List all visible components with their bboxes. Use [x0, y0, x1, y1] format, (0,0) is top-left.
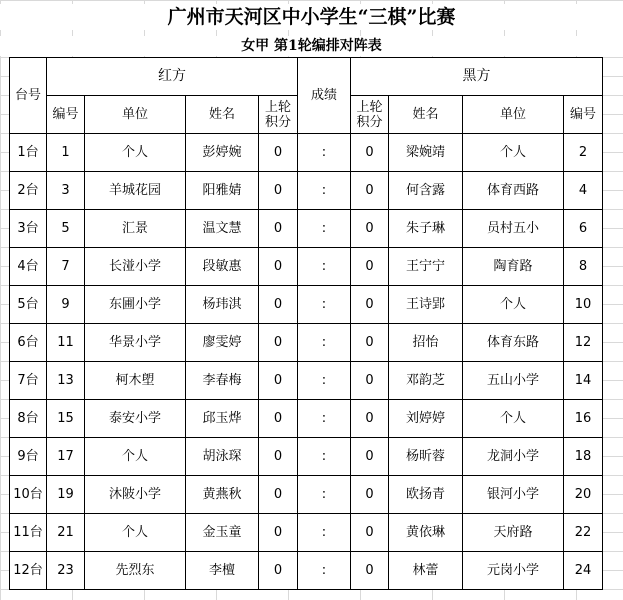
red-name-cell: 彭婷婉	[186, 134, 259, 172]
black-unit-cell: 员村五小	[463, 210, 564, 248]
red-score-cell: 0	[259, 514, 298, 552]
black-number-cell: 8	[564, 248, 603, 286]
page-subtitle: 女甲 第1轮编排对阵表	[0, 36, 623, 56]
black-score-cell: 0	[351, 400, 389, 438]
result-cell: :	[298, 552, 351, 590]
black-number-cell: 20	[564, 476, 603, 514]
black-number-cell: 12	[564, 324, 603, 362]
black-number-cell: 4	[564, 172, 603, 210]
black-score-cell: 0	[351, 438, 389, 476]
red-name-cell: 邱玉烨	[186, 400, 259, 438]
board-cell: 7台	[10, 362, 47, 400]
black-number-header: 编号	[564, 96, 603, 134]
black-name-cell: 梁婉靖	[389, 134, 463, 172]
red-number-cell: 5	[47, 210, 85, 248]
black-unit-cell: 五山小学	[463, 362, 564, 400]
result-header: 成绩	[298, 58, 351, 134]
black-name-cell: 刘婷婷	[389, 400, 463, 438]
red-unit-cell: 汇景	[85, 210, 186, 248]
black-score-cell: 0	[351, 172, 389, 210]
red-score-cell: 0	[259, 438, 298, 476]
red-unit-cell: 沐陂小学	[85, 476, 186, 514]
table-row	[10, 400, 603, 438]
table-row	[10, 514, 603, 552]
result-cell: :	[298, 438, 351, 476]
table-row	[10, 324, 603, 362]
black-score-cell: 0	[351, 134, 389, 172]
red-score-cell: 0	[259, 134, 298, 172]
table-row	[10, 552, 603, 590]
pairing-table	[9, 57, 603, 590]
black-score-cell: 0	[351, 476, 389, 514]
table-row	[10, 476, 603, 514]
red-name-cell: 段敏惠	[186, 248, 259, 286]
black-unit-header: 单位	[463, 96, 564, 134]
black-name-cell: 邓韵芝	[389, 362, 463, 400]
red-unit-cell: 个人	[85, 438, 186, 476]
red-number-cell: 1	[47, 134, 85, 172]
red-score-cell: 0	[259, 324, 298, 362]
board-cell: 5台	[10, 286, 47, 324]
black-name-cell: 欧扬青	[389, 476, 463, 514]
black-unit-cell: 银河小学	[463, 476, 564, 514]
header-row-top	[10, 58, 603, 96]
black-side-header: 黑方	[351, 58, 603, 96]
red-score-cell: 0	[259, 248, 298, 286]
black-number-cell: 22	[564, 514, 603, 552]
red-unit-cell: 柯木塱	[85, 362, 186, 400]
result-cell: :	[298, 476, 351, 514]
red-name-cell: 金玉童	[186, 514, 259, 552]
table-row	[10, 210, 603, 248]
red-number-cell: 11	[47, 324, 85, 362]
black-unit-cell: 体育西路	[463, 172, 564, 210]
table-row	[10, 134, 603, 172]
board-cell: 2台	[10, 172, 47, 210]
black-number-cell: 14	[564, 362, 603, 400]
result-cell: :	[298, 248, 351, 286]
black-name-cell: 朱子琳	[389, 210, 463, 248]
board-cell: 3台	[10, 210, 47, 248]
table-row	[10, 286, 603, 324]
black-score-cell: 0	[351, 324, 389, 362]
red-number-cell: 17	[47, 438, 85, 476]
board-cell: 8台	[10, 400, 47, 438]
red-score-cell: 0	[259, 362, 298, 400]
result-cell: :	[298, 286, 351, 324]
board-cell: 1台	[10, 134, 47, 172]
red-score-cell: 0	[259, 552, 298, 590]
black-score-cell: 0	[351, 210, 389, 248]
red-name-cell: 阳雅婧	[186, 172, 259, 210]
black-name-header: 姓名	[389, 96, 463, 134]
red-unit-cell: 东圃小学	[85, 286, 186, 324]
black-score-cell: 0	[351, 514, 389, 552]
red-name-cell: 廖雯婷	[186, 324, 259, 362]
table-row	[10, 172, 603, 210]
red-number-cell: 19	[47, 476, 85, 514]
black-unit-cell: 体育东路	[463, 324, 564, 362]
board-cell: 12台	[10, 552, 47, 590]
result-cell: :	[298, 362, 351, 400]
red-unit-cell: 羊城花园	[85, 172, 186, 210]
black-unit-cell: 元岗小学	[463, 552, 564, 590]
black-unit-cell: 陶育路	[463, 248, 564, 286]
board-cell: 11台	[10, 514, 47, 552]
result-cell: :	[298, 400, 351, 438]
result-cell: :	[298, 172, 351, 210]
red-side-header: 红方	[47, 58, 298, 96]
red-unit-header: 单位	[85, 96, 186, 134]
black-name-cell: 林蕾	[389, 552, 463, 590]
black-number-cell: 18	[564, 438, 603, 476]
black-unit-cell: 个人	[463, 134, 564, 172]
result-cell: :	[298, 134, 351, 172]
black-number-cell: 16	[564, 400, 603, 438]
black-score-cell: 0	[351, 362, 389, 400]
red-name-header: 姓名	[186, 96, 259, 134]
result-cell: :	[298, 324, 351, 362]
black-name-cell: 招怡	[389, 324, 463, 362]
board-cell: 6台	[10, 324, 47, 362]
black-name-cell: 杨昕蓉	[389, 438, 463, 476]
black-name-cell: 王诗郢	[389, 286, 463, 324]
board-cell: 9台	[10, 438, 47, 476]
black-score-header: 上轮积分	[351, 96, 389, 134]
red-score-cell: 0	[259, 400, 298, 438]
red-score-cell: 0	[259, 286, 298, 324]
result-cell: :	[298, 210, 351, 248]
red-name-cell: 李春梅	[186, 362, 259, 400]
black-unit-cell: 天府路	[463, 514, 564, 552]
board-cell: 10台	[10, 476, 47, 514]
black-score-cell: 0	[351, 552, 389, 590]
black-number-cell: 24	[564, 552, 603, 590]
table-row	[10, 248, 603, 286]
board-header: 台号	[10, 58, 47, 134]
red-number-cell: 3	[47, 172, 85, 210]
black-number-cell: 2	[564, 134, 603, 172]
red-name-cell: 黄燕秋	[186, 476, 259, 514]
red-unit-cell: 个人	[85, 134, 186, 172]
red-unit-cell: 先烈东	[85, 552, 186, 590]
red-score-cell: 0	[259, 210, 298, 248]
black-number-cell: 10	[564, 286, 603, 324]
red-unit-cell: 个人	[85, 514, 186, 552]
result-cell: :	[298, 514, 351, 552]
black-unit-cell: 龙洞小学	[463, 438, 564, 476]
black-number-cell: 6	[564, 210, 603, 248]
red-unit-cell: 泰安小学	[85, 400, 186, 438]
black-unit-cell: 个人	[463, 400, 564, 438]
black-score-cell: 0	[351, 248, 389, 286]
black-name-cell: 王宁宁	[389, 248, 463, 286]
red-name-cell: 温文慧	[186, 210, 259, 248]
red-number-cell: 7	[47, 248, 85, 286]
board-cell: 4台	[10, 248, 47, 286]
red-unit-cell: 华景小学	[85, 324, 186, 362]
red-number-cell: 21	[47, 514, 85, 552]
black-score-cell: 0	[351, 286, 389, 324]
red-score-cell: 0	[259, 476, 298, 514]
red-score-header: 上轮积分	[259, 96, 298, 134]
red-number-cell: 9	[47, 286, 85, 324]
red-score-cell: 0	[259, 172, 298, 210]
red-unit-cell: 长湴小学	[85, 248, 186, 286]
red-name-cell: 杨玮淇	[186, 286, 259, 324]
table-row	[10, 438, 603, 476]
red-number-header: 编号	[47, 96, 85, 134]
page-title: 广州市天河区中小学生“三棋”比赛	[0, 4, 623, 30]
red-name-cell: 胡泳琛	[186, 438, 259, 476]
table-row	[10, 362, 603, 400]
black-unit-cell: 个人	[463, 286, 564, 324]
red-number-cell: 15	[47, 400, 85, 438]
black-name-cell: 黄依琳	[389, 514, 463, 552]
red-number-cell: 23	[47, 552, 85, 590]
red-name-cell: 李檀	[186, 552, 259, 590]
black-name-cell: 何含露	[389, 172, 463, 210]
red-number-cell: 13	[47, 362, 85, 400]
